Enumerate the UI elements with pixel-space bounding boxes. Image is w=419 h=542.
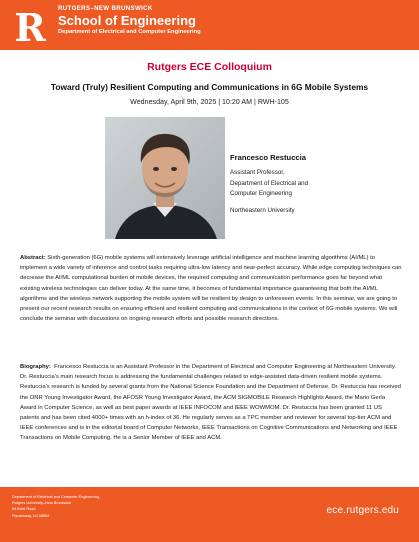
university-name: RUTGERS–NEW BRUNSWICK: [58, 5, 153, 12]
svg-text:R: R: [14, 9, 46, 45]
speaker-role-line: Department of Electrical and: [230, 179, 309, 187]
biography-text: Francesco Restuccia is an Assistant Professor in the Department of Electrical and Computer Engineering at Northeastern University. Dr. Restuccia's main research focus is addressing the fundamental challenges related to edge-assisted data-driven resilient mobile systems. Restuccia's research is funded by several grants from the National Science Foundation and the Department of Defense. Dr. Restuccia has received the ONR Young Investigator Award, the AFOSR Young Investigator Award, the ACM SIGMOBILE Research Highlights Award, the Mario Gerla Award in Computer Science, as well as best paper awards at IEEE INFOCOM and IEEE WOWMOM. Dr. Restuccia has been granted 11 US patents and has been cited 4000+ times with an h-index of 36. He regularly serves as a TPC member and reviewer for several top-tier ACM and IEEE conferences and is in the editorial board of Computer Networks, IEEE Transactions on Cognitive Communications and Networking and IEEE Transactions on Mobile Computing. He is a Senior Member of IEEE and ACM.: [20, 364, 401, 442]
biography-section: [20, 362, 402, 444]
speaker-info: [230, 153, 400, 216]
abstract-label: Abstract:: [20, 255, 46, 261]
speaker-affiliation: Northeastern University: [230, 206, 295, 214]
header-banner: [0, 0, 419, 50]
footer-line: Rutgers University–New Brunswick: [12, 501, 72, 506]
school-name: School of Engineering: [58, 13, 196, 28]
speaker-photo: [105, 117, 225, 239]
speaker-name: Francesco Restuccia: [230, 153, 306, 162]
biography-label: Biography:: [20, 364, 51, 370]
footer-banner: [0, 487, 419, 542]
talk-title: Toward (Truly) Resilient Computing and Communications in 6G Mobile Systems: [50, 82, 369, 92]
header-text-block: [58, 5, 201, 36]
abstract-text: Sixth-generation (6G) mobile systems will extensively leverage artificial intelligence and machine learning algorithms (AI/ML) to implement a wide variety of inference and control tasks requiring ultra-low latency and near-perfect accuracy. While edge computing techniques can decrease the AI/ML computational burden of mobile devices, the required computing and communication performance goes far beyond what existing wireless technologies can deliver today. At the same time, it becomes of fundamental importance guaranteeing that both the AI/ML algorithms and the wireless network supporting the mobile system will be resilient by design to unforeseen events. In this seminar, we are going to present our recent research results on ensuring efficient and resilient computing and communications in the context of 6G mobile systems. We will conclude the seminar with discussions on ongoing research efforts and possible research directions.: [20, 255, 402, 323]
department-name: Department of Electrical and Computer Engineering: [58, 29, 201, 35]
speaker-role-line: Assistant Professor,: [230, 169, 285, 176]
footer-line: Piscataway, NJ 08854: [12, 513, 50, 518]
rutgers-r-logo-icon: [12, 9, 48, 45]
abstract-section: [20, 253, 402, 324]
footer-line: Department of Electrical and Computer Engineering: [12, 495, 99, 499]
colloquium-series: Rutgers ECE Colloquium: [147, 61, 272, 73]
footer-address: [12, 494, 99, 519]
speaker-role-line: Computer Engineering: [230, 190, 292, 197]
talk-datetime: Wednesday, April 9th, 2025 | 10:20 AM | RWH-105: [130, 98, 289, 106]
footer-line: 94 Brett Road: [12, 507, 36, 512]
website-link[interactable]: ece.rutgers.edu: [326, 505, 399, 516]
